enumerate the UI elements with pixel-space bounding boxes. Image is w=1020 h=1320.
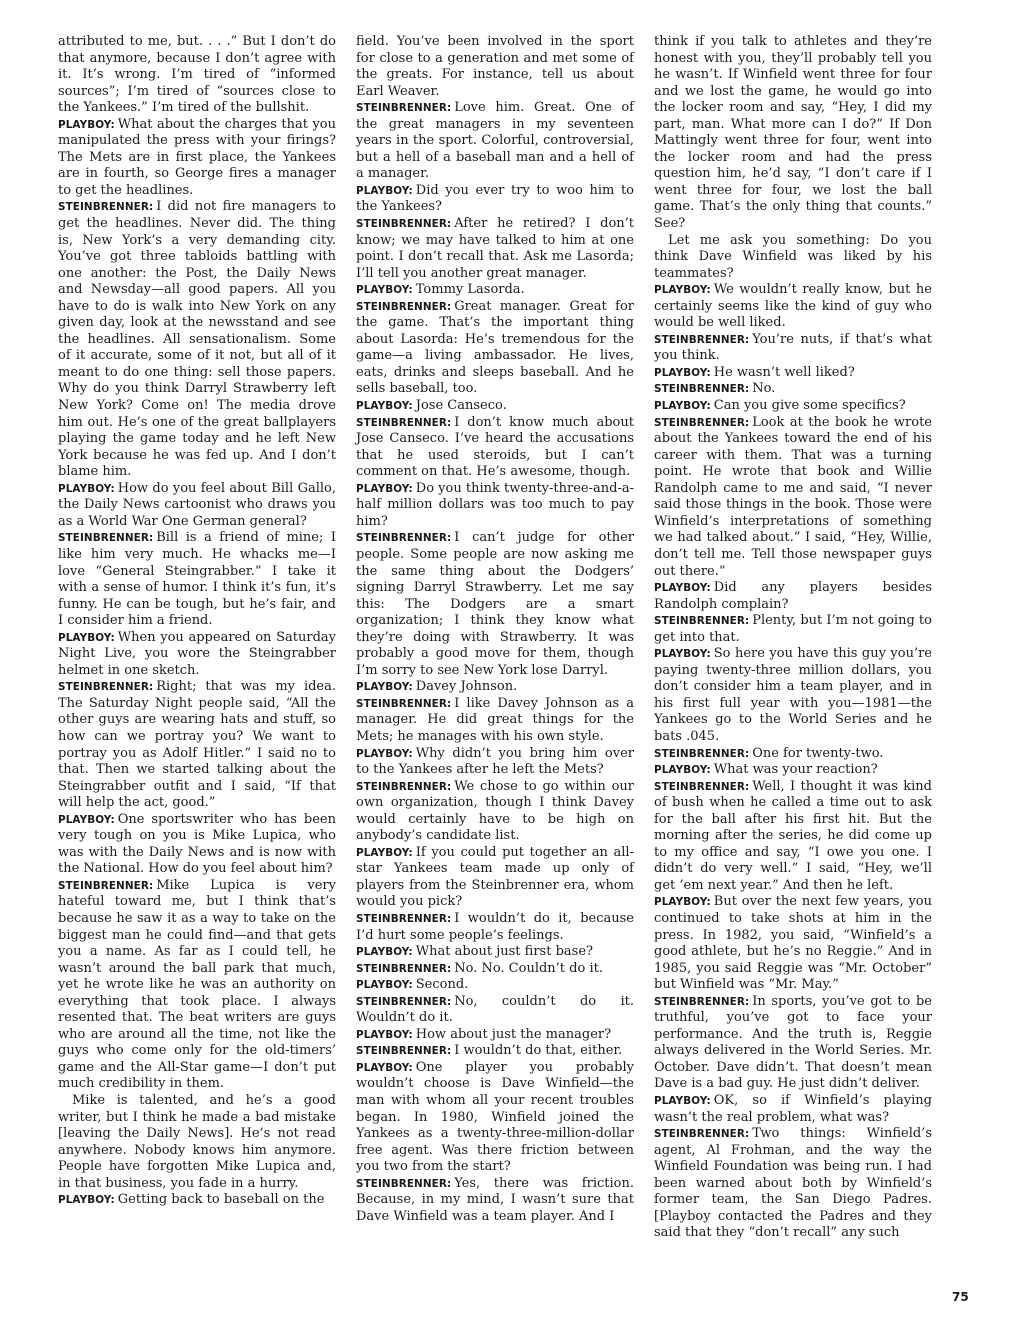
paragraph-text: Mike Lupica is very hateful toward me, but I think that’s because he saw it as a way to take on the biggest man he could find—and that gets you a name. As far as I could tell, he wasn’t around the ball park that much, yet he wrote like he was an authority on everything that took place. I always resented that. The beat writers are guys who are around all the time, not like the guys who come only for the old-timers’ game and the All-Star game—I don’t put much credibility in them.	[58, 877, 336, 1092]
speaker-label: STEINBRENNER:	[654, 780, 750, 793]
paragraph-text: Let me ask you something: Do you think Dave Winfield was liked by his teammates?	[654, 232, 932, 281]
speaker-label: PLAYBOY:	[356, 1028, 413, 1041]
interview-paragraph	[654, 415, 932, 580]
paragraph-text: Well, I thought it was kind of bush when he called a time out to ask for the ball after his first hit. But the morning after the series, he did come up to my office and say, “I owe you one. I didn’t do very well.” I said, “Hey, we’ll get ’em next year.” And then he left.	[654, 778, 932, 893]
interview-paragraph	[356, 398, 634, 415]
paragraph-text: Can you give some specifics?	[713, 398, 906, 414]
speaker-label: STEINBRENNER:	[356, 1045, 452, 1058]
speaker-label: STEINBRENNER:	[356, 102, 452, 115]
speaker-label: PLAYBOY:	[654, 1095, 711, 1107]
paragraph-text: What about just first base?	[415, 944, 593, 960]
speaker-label: STEINBRENNER:	[654, 383, 750, 396]
interview-paragraph	[356, 911, 634, 944]
interview-paragraph	[356, 977, 634, 994]
interview-paragraph	[356, 282, 634, 299]
interview-paragraph	[654, 381, 932, 398]
page-number: 75	[952, 1290, 969, 1304]
paragraph-text: You’re nuts, if that’s what you think.	[654, 331, 932, 364]
paragraph-text: After he retired? I don’t know; we may have talked to him at one point. I don’t recall that. Ask me Lasorda; I’ll tell you another great manager.	[356, 216, 634, 281]
speaker-label: PLAYBOY:	[356, 284, 413, 297]
interview-paragraph	[356, 746, 634, 779]
speaker-label: PLAYBOY:	[58, 813, 115, 826]
paragraph-text: How about just the manager?	[415, 1026, 612, 1042]
paragraph-text: No, couldn’t do it. Wouldn’t do it.	[356, 993, 634, 1026]
speaker-label: PLAYBOY:	[58, 631, 115, 644]
interview-paragraph	[654, 332, 932, 365]
speaker-label: PLAYBOY:	[58, 118, 115, 131]
paragraph-text: What was your reaction?	[713, 762, 878, 778]
interview-paragraph	[58, 117, 336, 200]
speaker-label: PLAYBOY:	[654, 764, 711, 777]
speaker-label: STEINBRENNER:	[356, 300, 452, 313]
interview-paragraph	[58, 481, 336, 531]
paragraph-text: I like Davey Johnson as a manager. He did great things for the Mets; he manages with his own style.	[356, 695, 634, 744]
speaker-label: PLAYBOY:	[654, 648, 711, 661]
speaker-label: STEINBRENNER:	[58, 879, 154, 892]
paragraph-text: Bill is a friend of mine; I like him very much. He whacks me—I love “General Steingrabber.” I take it with a sense of humor. I think it’s fun, it’s funny. He can be tough, but he’s fair, and I consider him a friend.	[58, 530, 336, 629]
interview-paragraph	[356, 779, 634, 845]
speaker-label: PLAYBOY:	[356, 946, 413, 959]
interview-paragraph	[356, 696, 634, 746]
interview-paragraph	[356, 961, 634, 978]
interview-paragraph	[654, 365, 932, 382]
paragraph-text: Getting back to baseball on the	[117, 1192, 325, 1208]
interview-paragraph	[58, 878, 336, 1093]
interview-paragraph	[654, 282, 932, 332]
text-column-1	[58, 34, 336, 1209]
interview-paragraph	[654, 994, 932, 1093]
paragraph-text: attributed to me, but. . . .” But I don’t do that anymore, because I don’t agree with it. It’s wrong. I’m tired of “informed sources”; I’m tired of “sources close to the Yankees.” I’m tired of the bullshit.	[58, 34, 336, 116]
speaker-label: STEINBRENNER:	[58, 201, 154, 214]
speaker-label: STEINBRENNER:	[356, 780, 452, 793]
paragraph-text: Why didn’t you bring him over to the Yankees after he left the Mets?	[356, 745, 634, 778]
interview-paragraph	[58, 1192, 336, 1209]
interview-paragraph	[356, 1060, 634, 1176]
speaker-label: STEINBRENNER:	[356, 416, 452, 429]
speaker-label: PLAYBOY:	[356, 681, 413, 694]
interview-paragraph	[654, 894, 932, 993]
paragraph-text: I did not fire managers to get the headlines. Never did. The thing is, New York’s a very demanding city. You’ve got three tabloids battling with one another: the Post, the Daily News and Newsday—all good papers. All you have to do is walk into New York on any given day, look at the newsstand and see the headlines. All sensationalism. Some of it accurate, some of it not, but all of it meant to do one thing: sell those papers. Why do you think Darryl Strawberry left New York? Come on! The media drove him out. He’s one of the great ballplayers playing the game today and he left New York because he was fed up. And I don’t blame him.	[58, 199, 336, 480]
paragraph-text: But over the next few years, you continued to take shots at him in the press. In 1982, you said, “Winfield’s a good athlete, but he’s no Reggie.” And in 1985, you said Reggie was “Mr. October” but Winfield was “Mr. May.”	[654, 894, 932, 993]
paragraph-text: Two things: Winfield’s agent, Al Frohman, and the way the Winfield Foundation was being run. I had been warned about both by Winfield’s former team, the San Diego Padres. [Playboy contacted the Padres and they said that they “don’t recall” any such	[654, 1126, 932, 1241]
interview-paragraph	[654, 779, 932, 895]
speaker-label: PLAYBOY:	[654, 896, 711, 909]
paragraph-text: I can’t judge for other people. Some people are now asking me the same thing about the Dodgers’ signing Darryl Strawberry. Let me say this: The Dodgers are a smart organization; I think they know what they’re doing with Strawberry. It was probably a good move for them, though I’m sorry to see New York lose Darryl.	[356, 530, 634, 678]
interview-paragraph	[654, 762, 932, 779]
paragraph-text: One sportswriter who has been very tough on you is Mike Lupica, who was with the Daily News and is now with the National. How do you feel about him?	[58, 811, 336, 877]
interview-paragraph	[654, 746, 932, 763]
paragraph-text: OK, so if Winfield’s playing wasn’t the real problem, what was?	[654, 1093, 932, 1125]
interview-paragraph	[356, 944, 634, 961]
speaker-label: STEINBRENNER:	[654, 747, 750, 760]
interview-paragraph	[356, 34, 634, 100]
interview-paragraph	[356, 216, 634, 282]
speaker-label: PLAYBOY:	[58, 1194, 115, 1207]
paragraph-text: Second.	[415, 977, 469, 993]
paragraph-text: He wasn’t well liked?	[713, 364, 855, 380]
speaker-label: STEINBRENNER:	[58, 681, 154, 694]
paragraph-text: I don’t know much about Jose Canseco. I’ve heard the accusations that he used steroids, but I can’t comment on that. He’s awesome, though.	[356, 414, 634, 480]
interview-paragraph	[58, 1093, 336, 1192]
speaker-label: PLAYBOY:	[654, 284, 711, 297]
paragraph-text: No.	[752, 381, 776, 397]
paragraph-text: We wouldn’t really know, but he certainly seems like the kind of guy who would be well liked.	[654, 282, 932, 331]
paragraph-text: Davey Johnson.	[415, 679, 518, 695]
speaker-label: STEINBRENNER:	[356, 218, 452, 231]
interview-paragraph	[654, 1093, 932, 1126]
paragraph-text: One player you probably wouldn’t choose is Dave Winfield—the man with whom all your recent troubles began. In 1980, Winfield joined the Yankees as a twenty-three-million-dollar free agent. Was there friction between you two from the start?	[356, 1059, 634, 1175]
paragraph-text: So here you have this guy you’re paying twenty-three million dollars, you don’t consider him a team player, and in his first full year with you—1981—the Yankees go to the World Series and he bats .045.	[654, 646, 932, 744]
speaker-label: STEINBRENNER:	[654, 416, 750, 429]
interview-paragraph	[654, 613, 932, 646]
paragraph-text: In sports, you’ve got to be truthful, you’ve got to face your performance. And the truth is, Reggie always delivered in the World Series. Mr. October. Dave didn’t. That doesn’t mean Dave is a bad guy. He just didn’t deliver.	[654, 993, 932, 1092]
text-column-3	[654, 34, 932, 1242]
paragraph-text: What about the charges that you manipulated the press with your firings? The Mets are in first place, the Yankees are in fourth, so George fires a manager to get the headlines.	[58, 116, 336, 198]
speaker-label: PLAYBOY:	[654, 582, 711, 595]
paragraph-text: Great manager. Great for the game. That’s the important thing about Lasorda: He’s tremendous for the game—a living ambassador. He lives, eats, drinks and sleeps baseball. And he sells baseball, too.	[356, 298, 634, 397]
interview-paragraph	[654, 398, 932, 415]
speaker-label: STEINBRENNER:	[356, 995, 452, 1008]
interview-paragraph	[58, 679, 336, 811]
speaker-label: STEINBRENNER:	[356, 962, 452, 975]
paragraph-text: field. You’ve been involved in the sport for close to a generation and met some of the greats. For instance, tell us about Earl Weaver.	[356, 34, 634, 99]
speaker-label: STEINBRENNER:	[356, 697, 452, 710]
paragraph-text: Right; that was my idea. The Saturday Night people said, “All the other guys are wearing hats and stuff, so how can we portray you? We want to portray you as Adolf Hitler.” I said no to that. Then we started talking about the Steingrabber outfit and I said, “If that will help the act, good.”	[58, 679, 336, 811]
paragraph-text: Plenty, but I’m not going to get into that.	[654, 613, 932, 645]
text-column-2	[356, 34, 634, 1225]
paragraph-text: One for twenty-two.	[752, 745, 884, 761]
interview-paragraph	[58, 630, 336, 680]
paragraph-text: Look at the book he wrote about the Yankees toward the end of his career with them. That was a turning point. He wrote that book and Willie Randolph came to me and said, “I never said those things in the book. Those were Winfield’s interpretations of something we had talked about.” I said, “Hey, Willie, don’t tell me. Tell those newspaper guys out there.”	[654, 414, 932, 579]
speaker-label: STEINBRENNER:	[654, 333, 750, 346]
interview-paragraph	[654, 233, 932, 283]
speaker-label: PLAYBOY:	[58, 482, 115, 495]
paragraph-text: When you appeared on Saturday Night Live, you wore the Steingrabber helmet in one sketch.	[58, 629, 336, 678]
interview-paragraph	[58, 199, 336, 480]
paragraph-text: I wouldn’t do it, because I’d hurt some people’s feelings.	[356, 910, 634, 943]
paragraph-text: We chose to go within our own organization, though I think Davey would certainly have to be high on anybody’s candidate list.	[356, 778, 634, 844]
speaker-label: STEINBRENNER:	[356, 1177, 452, 1190]
interview-paragraph	[654, 34, 932, 233]
interview-paragraph	[654, 646, 932, 745]
interview-paragraph	[356, 299, 634, 398]
interview-paragraph	[356, 415, 634, 481]
paragraph-text: How do you feel about Bill Gallo, the Daily News cartoonist who draws you as a World War One German general?	[58, 480, 336, 529]
speaker-label: PLAYBOY:	[356, 846, 413, 859]
paragraph-text: Yes, there was friction. Because, in my mind, I wasn’t sure that Dave Winfield was a team player. And I	[356, 1175, 634, 1224]
interview-paragraph	[356, 481, 634, 531]
speaker-label: STEINBRENNER:	[356, 532, 452, 545]
interview-paragraph	[356, 679, 634, 696]
speaker-label: PLAYBOY:	[356, 482, 413, 495]
interview-paragraph	[356, 530, 634, 679]
paragraph-text: think if you talk to athletes and they’re honest with you, they’ll probably tell you he wasn’t. If Winfield went three for four and we lost the game, he would go into the locker room and say, “Hey, I did my part, man. What more can I do?” If Don Mattingly went three for four, went into the locker room and had the press question him, he’d say, “I don’t care if I went three for four, we lost the ball game. That’s the only thing that counts.” See?	[654, 34, 932, 232]
interview-paragraph	[654, 1126, 932, 1242]
interview-paragraph	[58, 530, 336, 629]
paragraph-text: No. No. Couldn’t do it.	[454, 960, 603, 976]
paragraph-text: Did any players besides Randolph complain?	[654, 580, 932, 612]
speaker-label: STEINBRENNER:	[654, 615, 750, 628]
interview-paragraph	[356, 1027, 634, 1044]
interview-paragraph	[356, 1043, 634, 1060]
paragraph-text: Jose Canseco.	[415, 398, 507, 414]
paragraph-text: If you could put together an all-star Yankees team made up only of players from the Steinbrenner era, whom would you pick?	[356, 844, 634, 910]
speaker-label: PLAYBOY:	[356, 747, 413, 760]
speaker-label: PLAYBOY:	[356, 400, 413, 413]
speaker-label: STEINBRENNER:	[58, 532, 154, 545]
paragraph-text: I wouldn’t do that, either.	[454, 1043, 623, 1059]
speaker-label: PLAYBOY:	[356, 184, 413, 197]
speaker-label: PLAYBOY:	[654, 366, 711, 379]
interview-paragraph	[356, 183, 634, 216]
interview-paragraph	[58, 812, 336, 878]
interview-paragraph	[654, 580, 932, 613]
speaker-label: PLAYBOY:	[654, 400, 711, 413]
interview-paragraph	[58, 34, 336, 117]
speaker-label: PLAYBOY:	[356, 1061, 413, 1074]
interview-paragraph	[356, 845, 634, 911]
paragraph-text: Did you ever try to woo him to the Yankees?	[356, 182, 634, 215]
speaker-label: STEINBRENNER:	[654, 995, 750, 1008]
interview-paragraph	[356, 994, 634, 1027]
speaker-label: PLAYBOY:	[356, 979, 413, 992]
paragraph-text: Mike is talented, and he’s a good writer, but I think he made a bad mistake [leaving the Daily News]. He’s not read anywhere. Nobody knows him anymore. People have forgotten Mike Lupica and, in that business, you fade in a hurry.	[58, 1093, 336, 1191]
interview-paragraph	[356, 100, 634, 183]
paragraph-text: Do you think twenty-three-and-a-half million dollars was too much to pay him?	[356, 480, 634, 529]
speaker-label: STEINBRENNER:	[356, 912, 452, 925]
paragraph-text: Love him. Great. One of the great managers in my seventeen years in the sport. Colorful, controversial, but a hell of a baseball man and a hell of a manager.	[356, 100, 634, 182]
speaker-label: STEINBRENNER:	[654, 1128, 750, 1141]
paragraph-text: Tommy Lasorda.	[415, 282, 525, 298]
interview-paragraph	[356, 1176, 634, 1226]
